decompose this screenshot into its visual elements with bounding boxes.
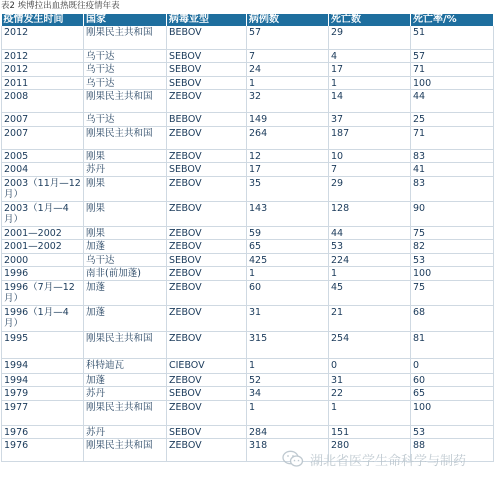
cell-deaths: 4 (329, 49, 411, 63)
cell-time: 1994 (2, 358, 84, 373)
cell-time: 2012 (2, 26, 84, 49)
cell-time: 1996（7月—12月） (2, 280, 84, 305)
table-row (2, 358, 494, 373)
table-row (2, 63, 494, 77)
table-row (2, 90, 494, 113)
cell-deaths: 44 (329, 226, 411, 240)
cell-fatality-rate: 57 (411, 49, 494, 63)
cell-cases: 59 (247, 226, 329, 240)
cell-fatality-rate: 75 (411, 280, 494, 305)
cell-cases: 1 (247, 267, 329, 281)
cell-cases: 57 (247, 26, 329, 49)
cell-deaths: 1 (329, 267, 411, 281)
cell-subtype: ZEBOV (167, 126, 247, 149)
cell-subtype: BEBOV (167, 26, 247, 49)
cell-cases: 52 (247, 373, 329, 387)
cell-subtype: ZEBOV (167, 331, 247, 358)
cell-country: 乌干达 (84, 63, 167, 77)
cell-fatality-rate: 53 (411, 425, 494, 439)
cell-cases: 425 (247, 253, 329, 267)
cell-deaths: 187 (329, 126, 411, 149)
cell-fatality-rate: 0 (411, 358, 494, 373)
cell-country: 南非(前加蓬) (84, 267, 167, 281)
header-subtype: 病毒亚型 (167, 14, 247, 26)
cell-deaths: 29 (329, 176, 411, 201)
cell-country: 刚果 (84, 176, 167, 201)
cell-cases: 31 (247, 305, 329, 331)
cell-cases: 24 (247, 63, 329, 77)
cell-deaths: 254 (329, 331, 411, 358)
cell-fatality-rate: 75 (411, 226, 494, 240)
cell-fatality-rate: 25 (411, 113, 494, 127)
cell-country: 苏丹 (84, 425, 167, 439)
cell-fatality-rate: 81 (411, 331, 494, 358)
cell-country: 刚果 (84, 149, 167, 163)
cell-time: 2003（11月—12月） (2, 176, 84, 201)
cell-deaths: 29 (329, 26, 411, 49)
cell-cases: 12 (247, 149, 329, 163)
header-time: 疫情发生时间 (2, 14, 84, 26)
cell-subtype: ZEBOV (167, 149, 247, 163)
cell-time: 1976 (2, 439, 84, 462)
cell-fatality-rate: 53 (411, 253, 494, 267)
cell-deaths: 1 (329, 76, 411, 90)
cell-time: 2012 (2, 63, 84, 77)
table-header-row (2, 14, 494, 26)
cell-cases: 143 (247, 201, 329, 226)
table-row (2, 163, 494, 177)
cell-fatality-rate: 60 (411, 373, 494, 387)
cell-subtype: SEBOV (167, 49, 247, 63)
cell-subtype: SEBOV (167, 253, 247, 267)
table-row (2, 201, 494, 226)
table-row (2, 387, 494, 401)
cell-fatality-rate: 82 (411, 240, 494, 254)
cell-fatality-rate: 83 (411, 176, 494, 201)
table-row (2, 439, 494, 462)
cell-fatality-rate: 51 (411, 26, 494, 49)
cell-country: 乌干达 (84, 253, 167, 267)
cell-fatality-rate: 44 (411, 90, 494, 113)
cell-subtype: ZEBOV (167, 305, 247, 331)
cell-deaths: 17 (329, 63, 411, 77)
cell-time: 2000 (2, 253, 84, 267)
cell-time: 2004 (2, 163, 84, 177)
cell-cases: 34 (247, 387, 329, 401)
cell-country: 刚果民主共和国 (84, 126, 167, 149)
cell-subtype: ZEBOV (167, 373, 247, 387)
cell-deaths: 7 (329, 163, 411, 177)
cell-time: 1976 (2, 425, 84, 439)
cell-fatality-rate: 83 (411, 149, 494, 163)
cell-subtype: SEBOV (167, 387, 247, 401)
cell-deaths: 128 (329, 201, 411, 226)
table-row (2, 331, 494, 358)
cell-country: 乌干达 (84, 76, 167, 90)
cell-cases: 17 (247, 163, 329, 177)
cell-country: 刚果民主共和国 (84, 26, 167, 49)
cell-subtype: ZEBOV (167, 201, 247, 226)
cell-fatality-rate: 65 (411, 387, 494, 401)
cell-cases: 1 (247, 400, 329, 425)
cell-subtype: SEBOV (167, 163, 247, 177)
header-cases: 病例数 (247, 14, 329, 26)
cell-deaths: 10 (329, 149, 411, 163)
cell-time: 2007 (2, 126, 84, 149)
cell-time: 1977 (2, 400, 84, 425)
cell-subtype: ZEBOV (167, 400, 247, 425)
cell-time: 2012 (2, 49, 84, 63)
table-row (2, 425, 494, 439)
cell-time: 2007 (2, 113, 84, 127)
cell-country: 苏丹 (84, 387, 167, 401)
cell-time: 2001—2002 (2, 226, 84, 240)
cell-fatality-rate: 41 (411, 163, 494, 177)
table-row (2, 373, 494, 387)
table-caption: 表2 埃博拉出血热既往疫情年表 (1, 1, 120, 11)
cell-fatality-rate: 68 (411, 305, 494, 331)
cell-cases: 264 (247, 126, 329, 149)
cell-time: 2005 (2, 149, 84, 163)
cell-fatality-rate: 100 (411, 400, 494, 425)
cell-fatality-rate: 90 (411, 201, 494, 226)
cell-subtype: CIEBOV (167, 358, 247, 373)
cell-subtype: ZEBOV (167, 226, 247, 240)
cell-country: 加蓬 (84, 240, 167, 254)
cell-time: 1995 (2, 331, 84, 358)
cell-deaths: 31 (329, 373, 411, 387)
cell-country: 刚果 (84, 201, 167, 226)
cell-deaths: 224 (329, 253, 411, 267)
cell-fatality-rate: 71 (411, 126, 494, 149)
cell-deaths: 1 (329, 400, 411, 425)
cell-subtype: ZEBOV (167, 240, 247, 254)
cell-deaths: 21 (329, 305, 411, 331)
cell-country: 刚果民主共和国 (84, 331, 167, 358)
table-row (2, 267, 494, 281)
cell-time: 1996 (2, 267, 84, 281)
cell-country: 加蓬 (84, 373, 167, 387)
table-row (2, 305, 494, 331)
table-row (2, 126, 494, 149)
cell-time: 2011 (2, 76, 84, 90)
cell-time: 2008 (2, 90, 84, 113)
cell-subtype: ZEBOV (167, 439, 247, 462)
table-row (2, 280, 494, 305)
cell-country: 刚果民主共和国 (84, 90, 167, 113)
cell-cases: 315 (247, 331, 329, 358)
cell-deaths: 280 (329, 439, 411, 462)
watermark-text: 湖北省医学生命科学与制药 (310, 453, 467, 469)
cell-subtype: SEBOV (167, 425, 247, 439)
table-row (2, 176, 494, 201)
table-row (2, 400, 494, 425)
cell-cases: 35 (247, 176, 329, 201)
cell-country: 加蓬 (84, 305, 167, 331)
cell-country: 科特迪瓦 (84, 358, 167, 373)
cell-time: 1979 (2, 387, 84, 401)
cell-cases: 1 (247, 358, 329, 373)
table-row (2, 76, 494, 90)
cell-fatality-rate: 88 (411, 439, 494, 462)
cell-subtype: ZEBOV (167, 267, 247, 281)
cell-country: 加蓬 (84, 280, 167, 305)
cell-cases: 60 (247, 280, 329, 305)
cell-deaths: 53 (329, 240, 411, 254)
cell-time: 2003（1月—4月） (2, 201, 84, 226)
table-row (2, 149, 494, 163)
cell-subtype: ZEBOV (167, 280, 247, 305)
cell-cases: 32 (247, 90, 329, 113)
cell-fatality-rate: 100 (411, 267, 494, 281)
cell-cases: 1 (247, 76, 329, 90)
cell-time: 1994 (2, 373, 84, 387)
cell-cases: 318 (247, 439, 329, 462)
cell-subtype: SEBOV (167, 76, 247, 90)
table-row (2, 240, 494, 254)
table-row (2, 113, 494, 127)
cell-country: 乌干达 (84, 113, 167, 127)
outbreak-table (1, 14, 494, 462)
header-country: 国家 (84, 14, 167, 26)
table-row (2, 226, 494, 240)
cell-subtype: ZEBOV (167, 176, 247, 201)
cell-country: 苏丹 (84, 163, 167, 177)
header-deaths: 死亡数 (329, 14, 411, 26)
cell-cases: 149 (247, 113, 329, 127)
cell-cases: 284 (247, 425, 329, 439)
cell-country: 刚果 (84, 226, 167, 240)
cell-deaths: 151 (329, 425, 411, 439)
cell-cases: 7 (247, 49, 329, 63)
cell-time: 2001—2002 (2, 240, 84, 254)
cell-deaths: 37 (329, 113, 411, 127)
cell-cases: 65 (247, 240, 329, 254)
cell-deaths: 45 (329, 280, 411, 305)
cell-fatality-rate: 100 (411, 76, 494, 90)
table-row (2, 49, 494, 63)
table-row (2, 26, 494, 49)
cell-subtype: BEBOV (167, 113, 247, 127)
cell-fatality-rate: 71 (411, 63, 494, 77)
cell-country: 刚果民主共和国 (84, 439, 167, 462)
cell-deaths: 22 (329, 387, 411, 401)
cell-country: 乌干达 (84, 49, 167, 63)
cell-subtype: SEBOV (167, 63, 247, 77)
table-row (2, 253, 494, 267)
cell-deaths: 0 (329, 358, 411, 373)
cell-deaths: 14 (329, 90, 411, 113)
cell-country: 刚果民主共和国 (84, 400, 167, 425)
cell-time: 1996（1月—4月） (2, 305, 84, 331)
header-fatality-rate: 死亡率/% (411, 14, 494, 26)
cell-subtype: ZEBOV (167, 90, 247, 113)
